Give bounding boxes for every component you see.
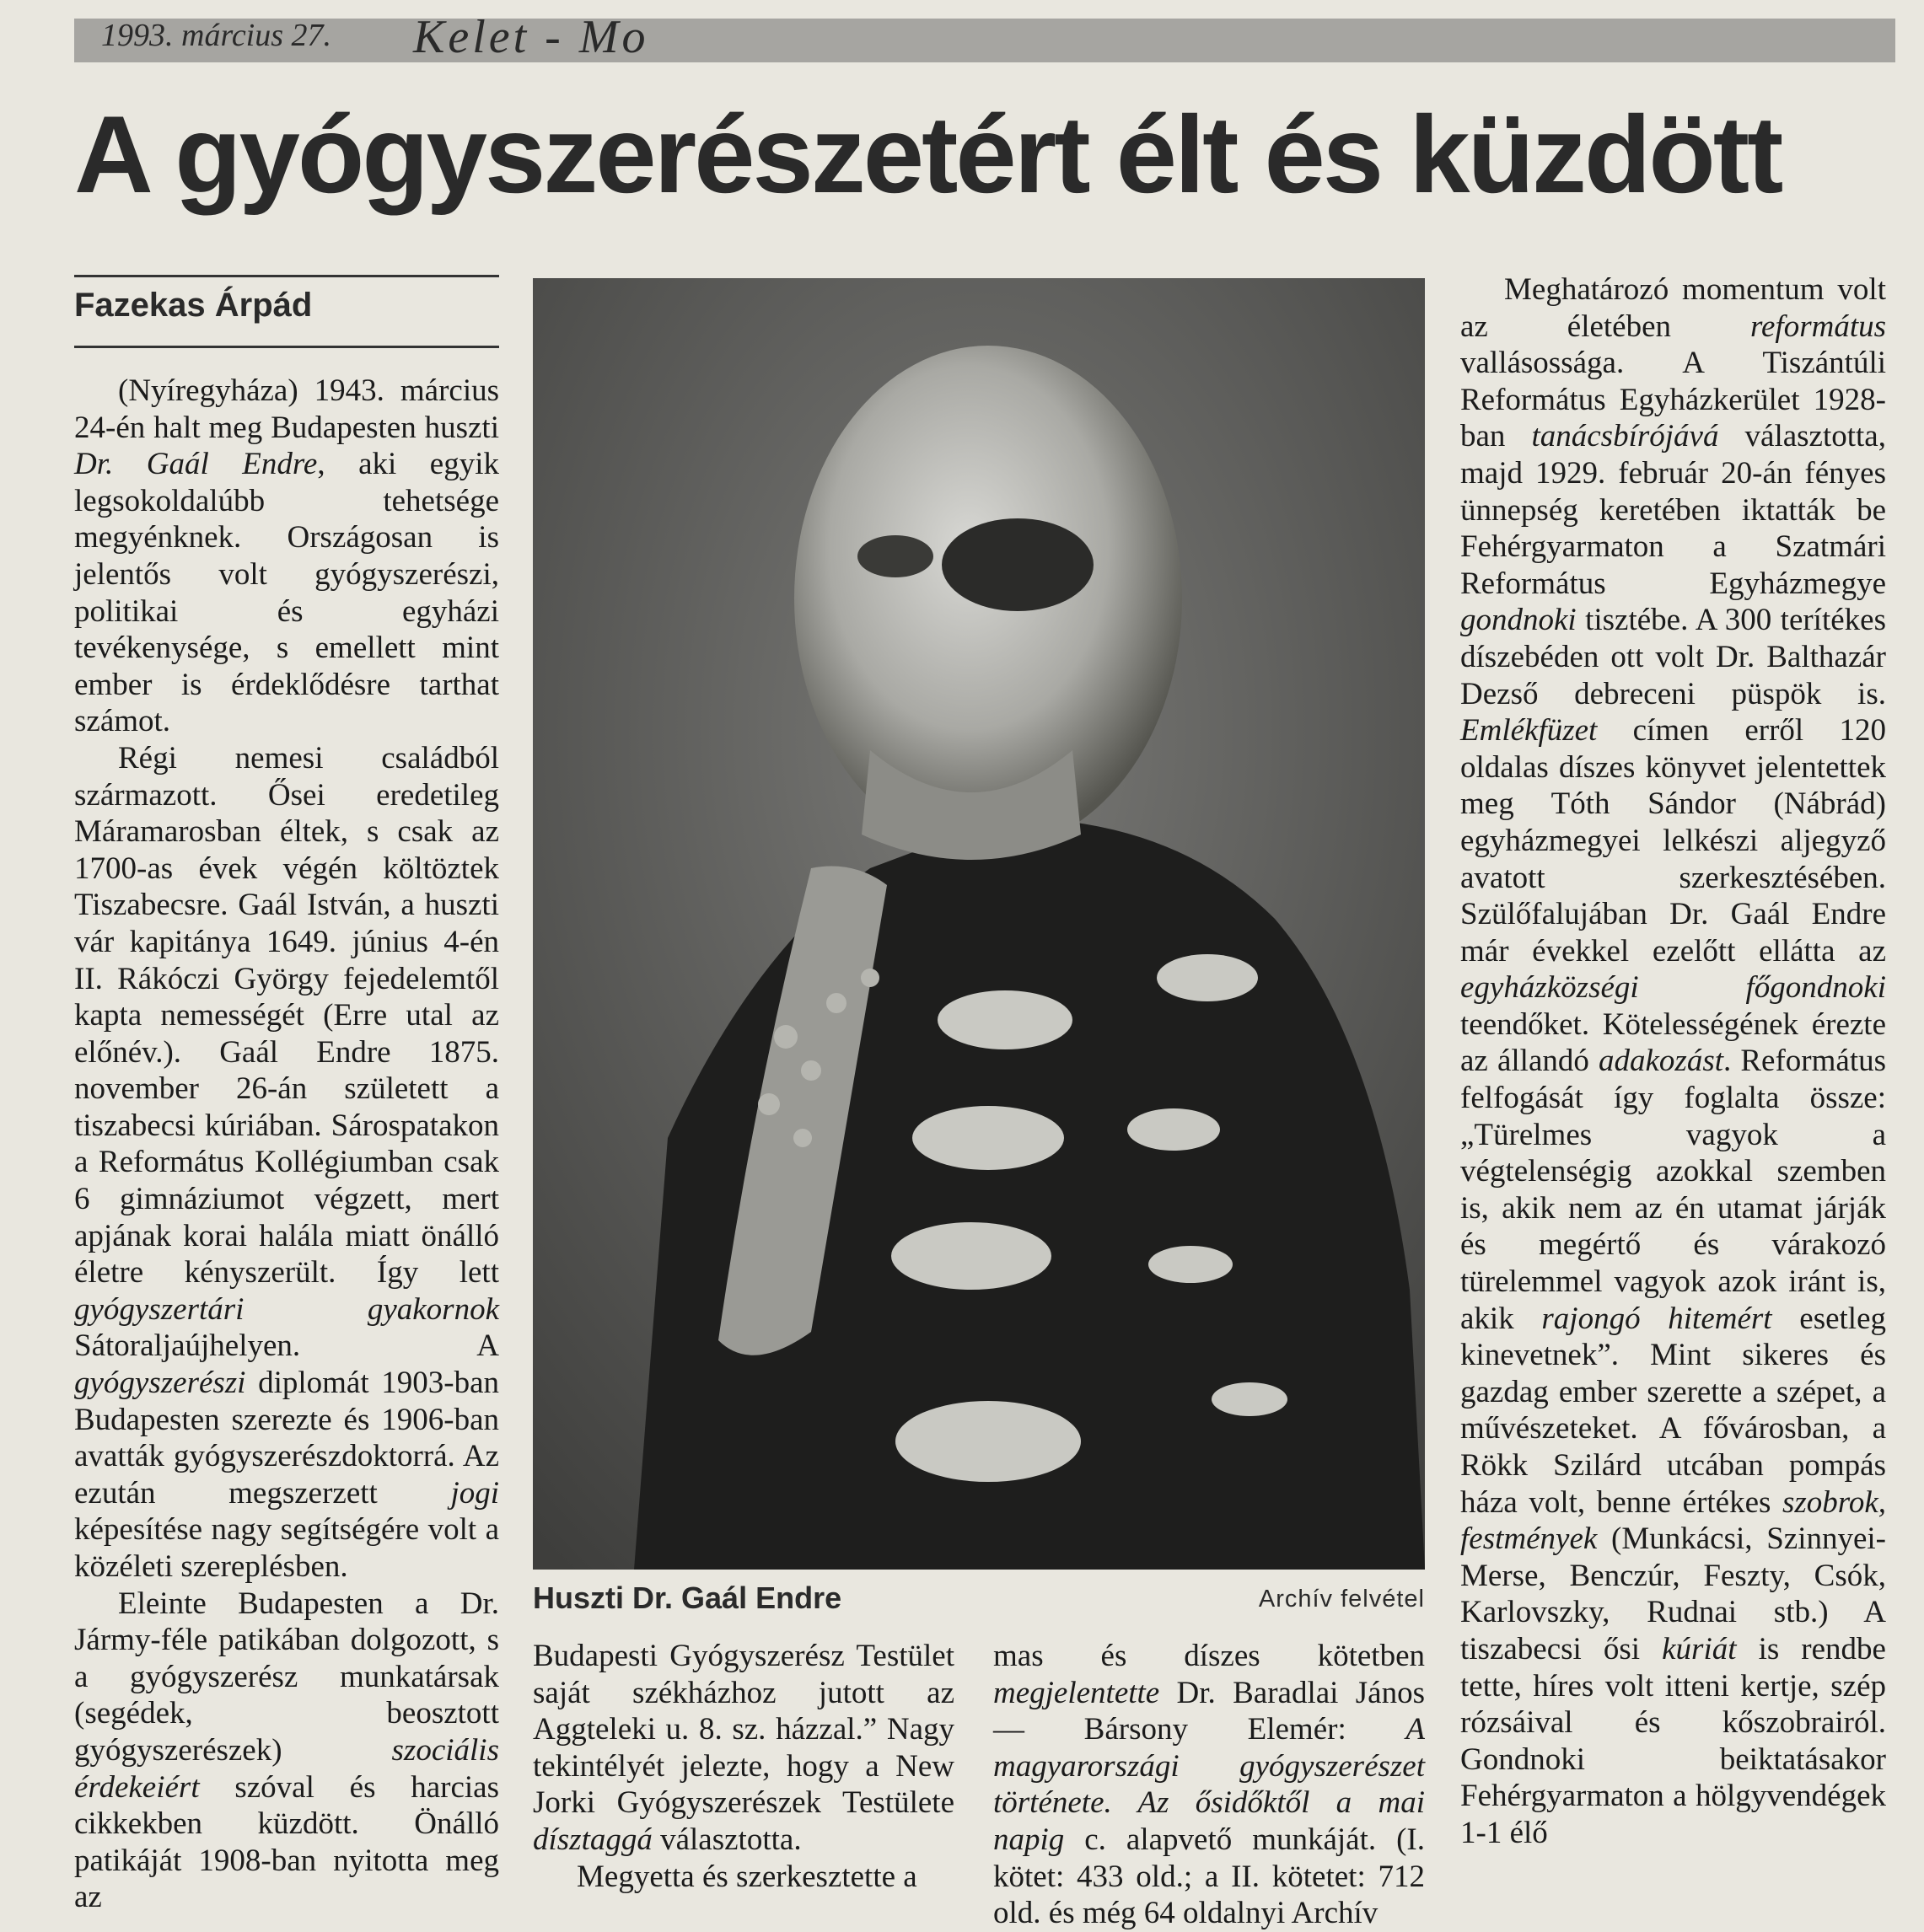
publication-date: 1993. március 27. (101, 18, 332, 53)
photo-caption (533, 1580, 1425, 1623)
article-column-2 (533, 1638, 954, 1895)
portrait-photo-svg (533, 278, 1425, 1570)
byline-rule-bottom (74, 346, 499, 348)
paragraph: mas és díszes kötetben megjelentette Dr. Baradlai János — Bársony Elemér: A magyarországi gyógyszerészet története. Az ősidőktől a mai napig c. alapvető munkáját. (I. kötet: 433 old.; a II. kötetet: 712 old. és még 64 oldalnyi Archív (993, 1639, 1425, 1931)
paragraph: Eleinte Budapesten a Dr. Jármy-féle patikában dolgozott, s a gyógyszerész munkatársak (segédek, beosztott gyógyszerészek) szociális érdekeiért szóval és harcias cikkekben küzdött. Önálló patikáját 1908-ban nyitotta meg az (74, 1586, 499, 1915)
paragraph: Budapesti Gyógyszerész Testület saját székházhoz jutott az Aggteleki u. 8. sz. házzal.” Nagy tekintélyét jelezte, hogy a New Jorki Gyógyszerészek Testülete dísztaggá választotta. (533, 1639, 954, 1857)
byline: Fazekas Árpád (74, 287, 313, 324)
paragraph: (Nyíregyháza) 1943. március 24-én halt meg Budapesten huszti Dr. Gaál Endre, aki egyik legsokoldalúbb tehetsége megyénknek. Országosan is jelentős volt gyógyszerészi, politikai és egyházi tevékenysége, s emellett mint ember is érdeklődésre tarthat számot. (74, 373, 499, 739)
photo-credit: Archív felvétel (1258, 1586, 1425, 1613)
header-bar (74, 19, 1895, 62)
article-headline: A gyógyszerészetért élt és küzdött (74, 93, 1782, 216)
paragraph: Régi nemesi családból származott. Ősei eredetileg Máramarosban éltek, s csak az 1700-as évek végén költöztek Tiszabecsre. Gaál István, a huszti vár kapitánya 1649. június 4-én II. Rákóczi György fejedelemtől kapta nemességét (Erre utal az előnév.). Gaál Endre 1875. november 26-án született a tiszabecsi kúriában. Sárospatakon a Református Kollégiumban csak 6 gimnáziumot végzett, mert apjának korai halála miatt önálló életre kényszerült. Így lett gyógyszertári gyakornok Sátoraljaújhelyen. A gyógyszerészi diplomát 1903-ban Budapesten szerezte és 1906-ban avatták gyógyszerészdoktorrá. Az ezután megszerzett jogi képesítése nagy segítségére volt a közéleti szereplésben. (74, 740, 499, 1584)
paragraph: Meghatározó momentum volt az életében református vallásossága. A Tiszántúli Református Egyházkerület 1928-ban tanácsbírójává választotta, majd 1929. február 20-án fényes ünnepség keretében iktatták be Fehérgyarmaton a Szatmári Református Egyházmegye gondnoki tisztébe. A 300 terítékes díszebéden ott volt Dr. Balthazár Dezső debreceni püspök is. Emlékfüzet címen erről 120 oldalas díszes könyvet jelentettek meg Tóth Sándor (Nábrád) egyházmegyei lelkészi aljegyző avatott szerkesztésében. Szülőfalujában Dr. Gaál Endre már évekkel ezelőtt ellátta az egyházközségi főgondnoki teendőket. Kötelességének érezte az állandó adakozást. Református felfogását így foglalta össze: „Türelmes vagyok a végtelenségig azokkal szemben is, akik nem az én utamat járják és megértő és várakozó türelemmel vagyok azok iránt is, akik rajongó hitemért esetleg kinevetnek”. Mint sikeres és gazdag ember szerette a szépet, a művészeteket. A fővárosban, a Rökk Szilárd utcában pompás háza volt, benne értékes szobrok, festmények (Munkácsi, Szinnyei-Merse, Benczúr, Feszty, Csók, Karlovszky, Rudnai stb.) A tiszabecsi ősi kúriát is rendbe tette, híres volt itteni kertje, szép rózsáival és kőszobrairól. Gondnoki beiktatásakor Fehérgyarmaton a hölgyvendégek 1-1 élő (1460, 272, 1887, 1850)
byline-rule-top (74, 275, 499, 277)
article-column-3 (993, 1638, 1425, 1932)
caption-name: Huszti Dr. Gaál Endre (533, 1580, 842, 1615)
handwritten-note: Kelet - Mo (413, 11, 649, 63)
article-column-1 (74, 373, 499, 1916)
paragraph: Megyetta és szerkesztette a (577, 1859, 917, 1894)
portrait-photo (533, 278, 1425, 1570)
article-column-4 (1460, 271, 1886, 1852)
